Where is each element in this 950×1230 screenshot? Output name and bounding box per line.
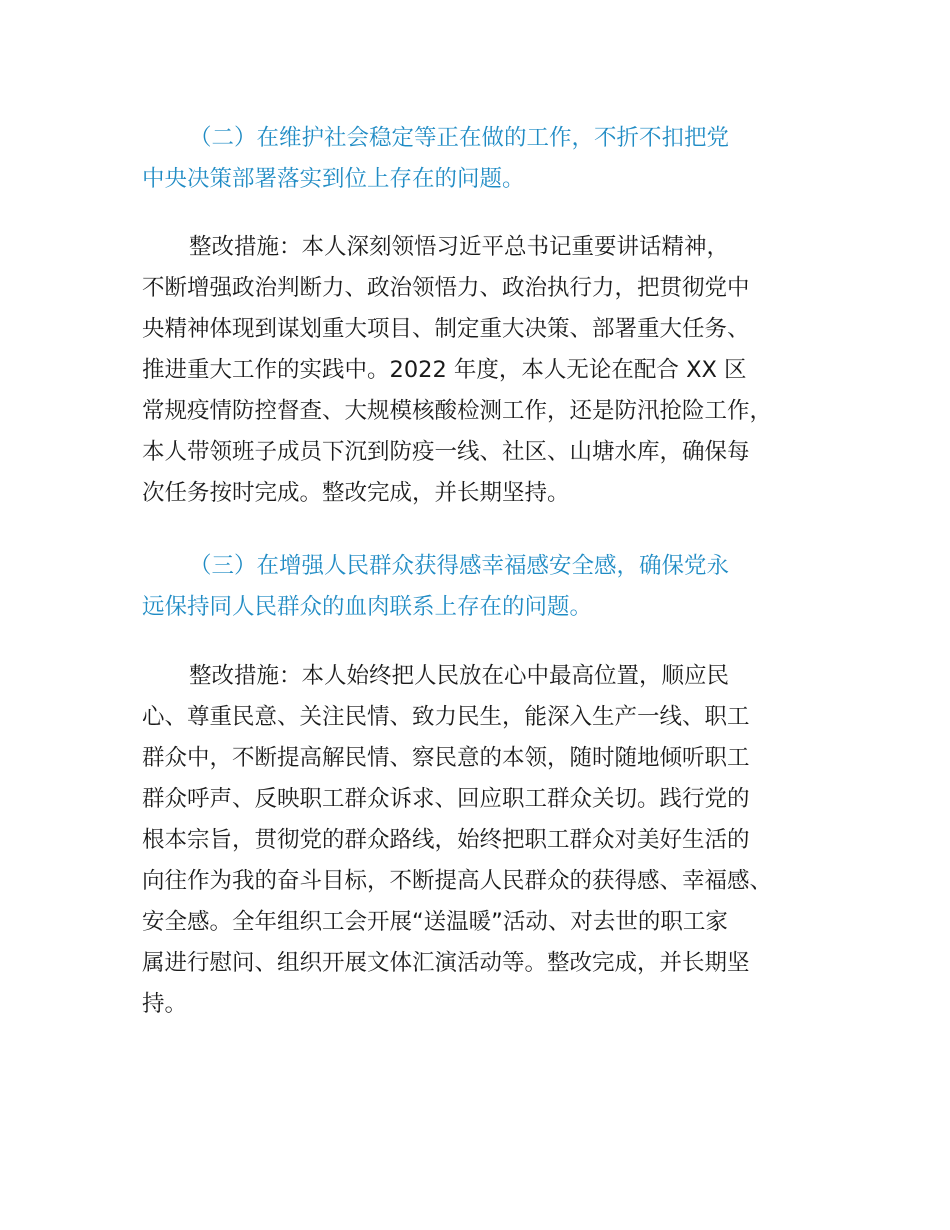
section-3-body [142, 656, 842, 1025]
body-line: 整改措施：本人始终把人民放在心中最高位置，顺应民 [189, 663, 730, 689]
body-line: 常规疫情防控督查、大规模核酸检测工作，还是防汛抢险工作， [142, 398, 773, 424]
body-line: 心、尊重民意、关注民情、致力民生，能深入生产一线、职工 [142, 704, 750, 730]
heading-line: （三）在增强人民群众获得感幸福感安全感，确保党永 [189, 553, 730, 579]
body-line: 次任务按时完成。整改完成，并长期坚持。 [142, 480, 570, 506]
body-line: 群众呼声、反映职工群众诉求、回应职工群众关切。践行党的 [142, 786, 750, 812]
body-line: 属进行慰问、组织开展文体汇演活动等。整改完成，并长期坚 [142, 950, 750, 976]
body-line: 根本宗旨，贯彻党的群众路线，始终把职工群众对美好生活的 [142, 827, 750, 853]
heading-line: （二）在维护社会稳定等正在做的工作，不折不扣把党 [189, 125, 730, 151]
body-line: 本人带领班子成员下沉到防疫一线、社区、山塘水库，确保每 [142, 439, 750, 465]
body-line: 整改措施：本人深刻领悟习近平总书记重要讲话精神， [189, 234, 730, 260]
body-line: 持。 [142, 991, 188, 1017]
section-3-heading [142, 546, 842, 628]
body-line: 群众中，不断提高解民情、察民意的本领，随时随地倾听职工 [142, 745, 750, 771]
body-line: 不断增强政治判断力、政治领悟力、政治执行力，把贯彻党中 [142, 275, 750, 301]
heading-line: 远保持同人民群众的血肉联系上存在的问题。 [142, 594, 593, 620]
body-line: 推进重大工作的实践中。2022 年度，本人无论在配合 XX 区 [142, 357, 747, 383]
section-2-heading [142, 118, 842, 200]
body-line: 央精神体现到谋划重大项目、制定重大决策、部署重大任务、 [142, 316, 750, 342]
heading-line: 中央决策部署落实到位上存在的问题。 [142, 166, 525, 192]
body-line: 向往作为我的奋斗目标，不断提高人民群众的获得感、幸福感、 [142, 868, 773, 894]
body-line: 安全感。全年组织工会开展“送温暖”活动、对去世的职工家 [142, 909, 728, 935]
section-2-body [142, 227, 842, 514]
